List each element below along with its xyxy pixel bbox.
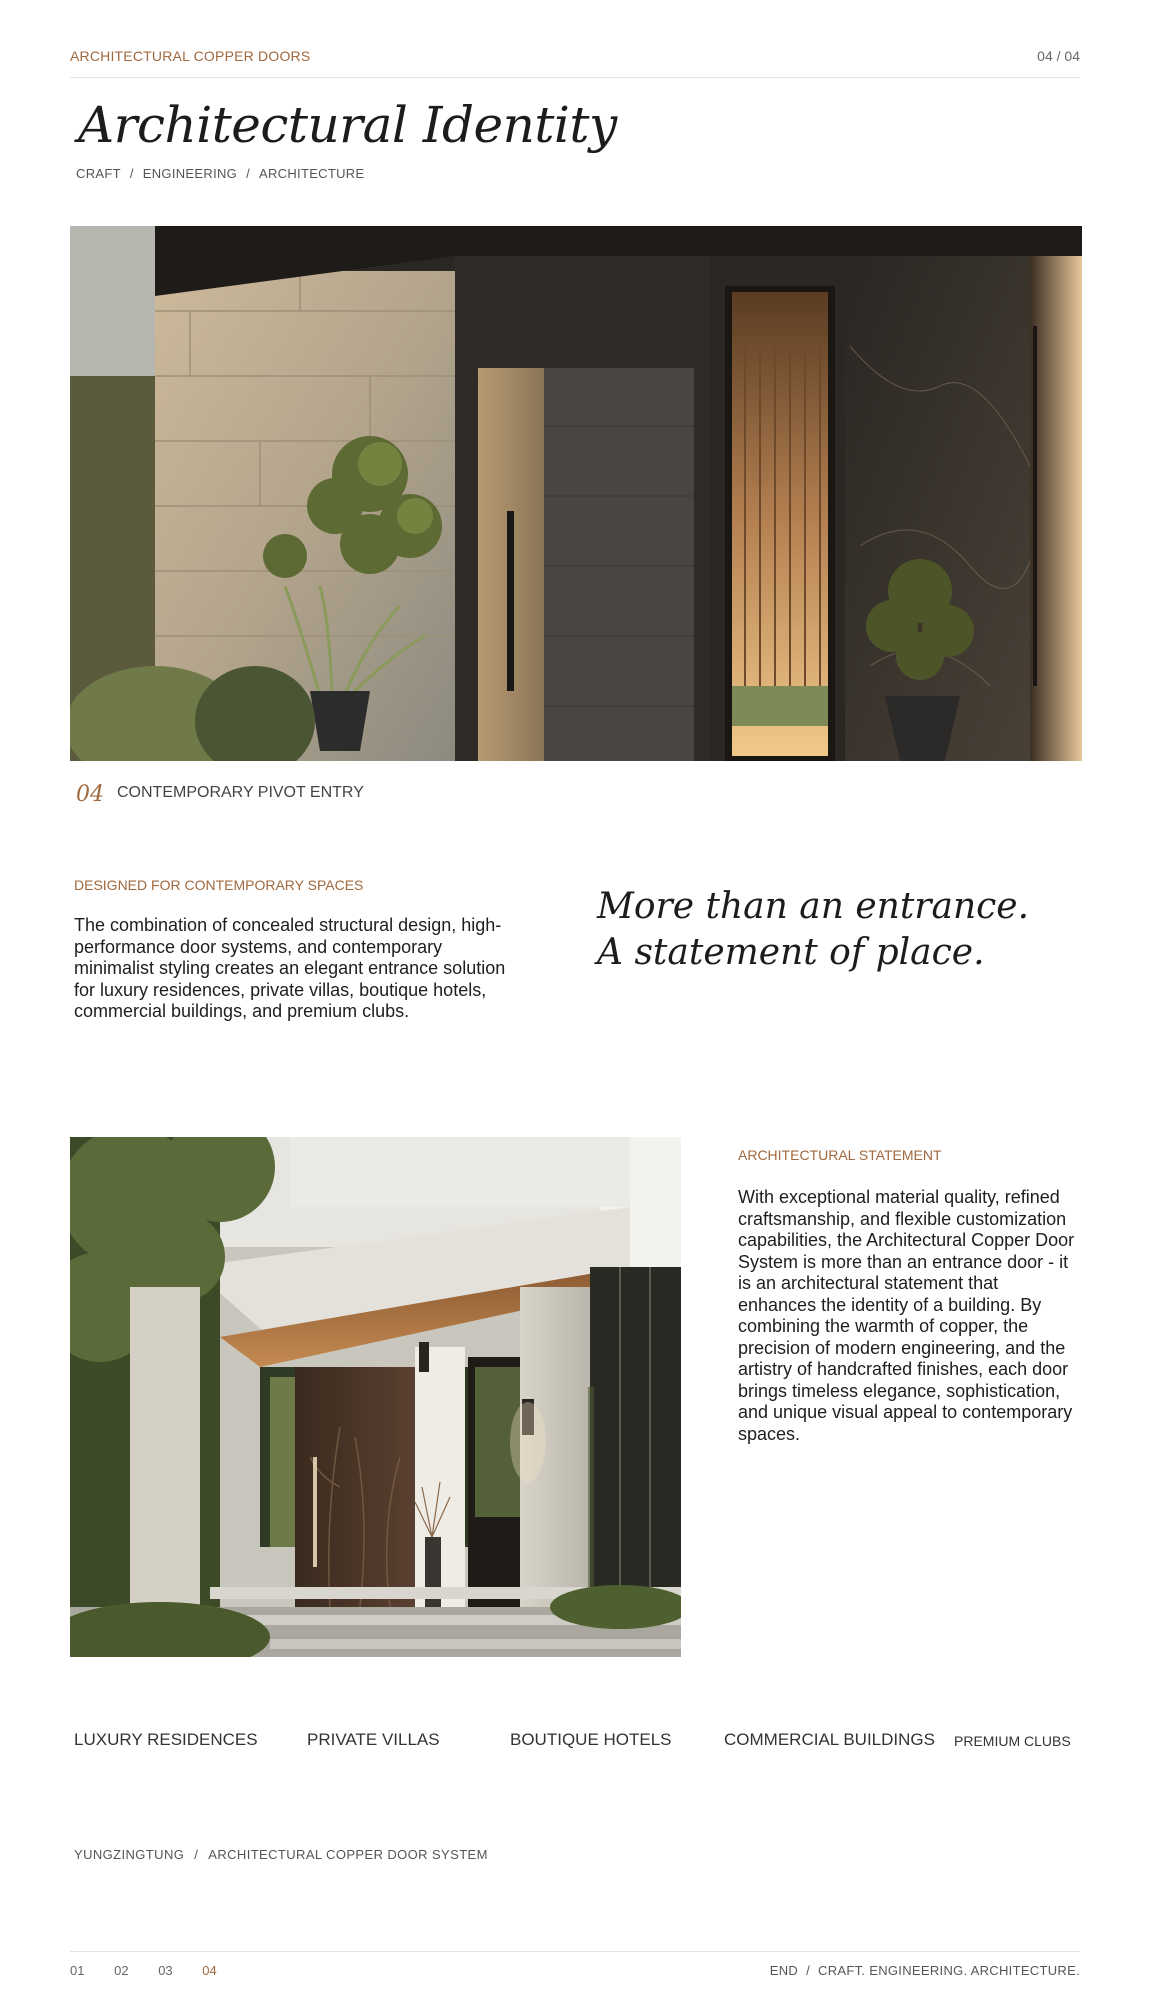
section-body-contemporary: The combination of concealed structural design, high-performance door systems, and contemporary minimalist styling creates an elegant entrance solution for luxury residences, private villas, boutique hotels, commercial buildings, and premium clubs. [74,915,506,1021]
pull-quote-line: More than an entrance. [597,886,1030,927]
system-name: ARCHITECTURAL COPPER DOOR SYSTEM [208,1847,488,1862]
tag-commercial-buildings: COMMERCIAL BUILDINGS [724,1730,935,1749]
breadcrumb-item: CRAFT [76,166,121,181]
tag-private-villas: PRIVATE VILLAS [307,1730,440,1749]
section-heading-statement: ARCHITECTURAL STATEMENT [738,1147,942,1163]
breadcrumb-item: ENGINEERING [142,166,238,181]
breadcrumb-separator: / [129,166,134,181]
footer-brand-line [74,1847,488,1862]
breadcrumb [76,166,364,181]
footer-end-line [770,1963,1080,1978]
brand-name: YUNGZINGTUNG [74,1847,185,1862]
tag-luxury-residences: LUXURY RESIDENCES [74,1730,258,1749]
application-tags [74,1730,1084,1754]
page-indicator: 04 / 04 [1037,48,1080,64]
footer-tagline: CRAFT. ENGINEERING. ARCHITECTURE. [818,1963,1080,1978]
page-link-03[interactable]: 03 [158,1963,173,1978]
end-label: END [769,1963,799,1978]
breadcrumb-item: ARCHITECTURE [259,166,365,181]
page-link-02[interactable]: 02 [114,1963,129,1978]
footer-divider [70,1951,1080,1952]
page-link-01[interactable]: 01 [70,1963,85,1978]
footer-separator: / [194,1847,199,1862]
page-navigation [70,1963,243,1978]
tag-premium-clubs: PREMIUM CLUBS [954,1733,1071,1749]
figure-caption: CONTEMPORARY PIVOT ENTRY [117,784,364,801]
header-divider [70,77,1080,78]
hero-photo-pivot-door [70,226,1082,761]
breadcrumb-separator: / [246,166,251,181]
entrance-photo-dusk [70,1137,681,1657]
section-heading-contemporary: DESIGNED FOR CONTEMPORARY SPACES [74,877,364,893]
section-body-statement: With exceptional material quality, refined craftsmanship, and flexible customization capabilities, the Architectural Copper Door System is more than an entrance door - it is an architectural statement that enhances the identity of a building. By combining the warmth of copper, the precision of modern engineering, and the artistry of handcrafted finishes, each door brings timeless elegance, sophistication, and unique visual appeal to contemporary spaces. [738,1187,1075,1444]
pull-quote-line: A statement of place. [597,932,985,973]
page-link-04-current[interactable]: 04 [202,1963,217,1978]
footer-separator: / [806,1963,811,1978]
figure-number: 04 [76,782,104,807]
section-label: ARCHITECTURAL COPPER DOORS [70,48,311,64]
page-title: Architectural Identity [78,96,617,154]
tag-boutique-hotels: BOUTIQUE HOTELS [510,1730,672,1749]
pull-quote [597,884,1029,976]
